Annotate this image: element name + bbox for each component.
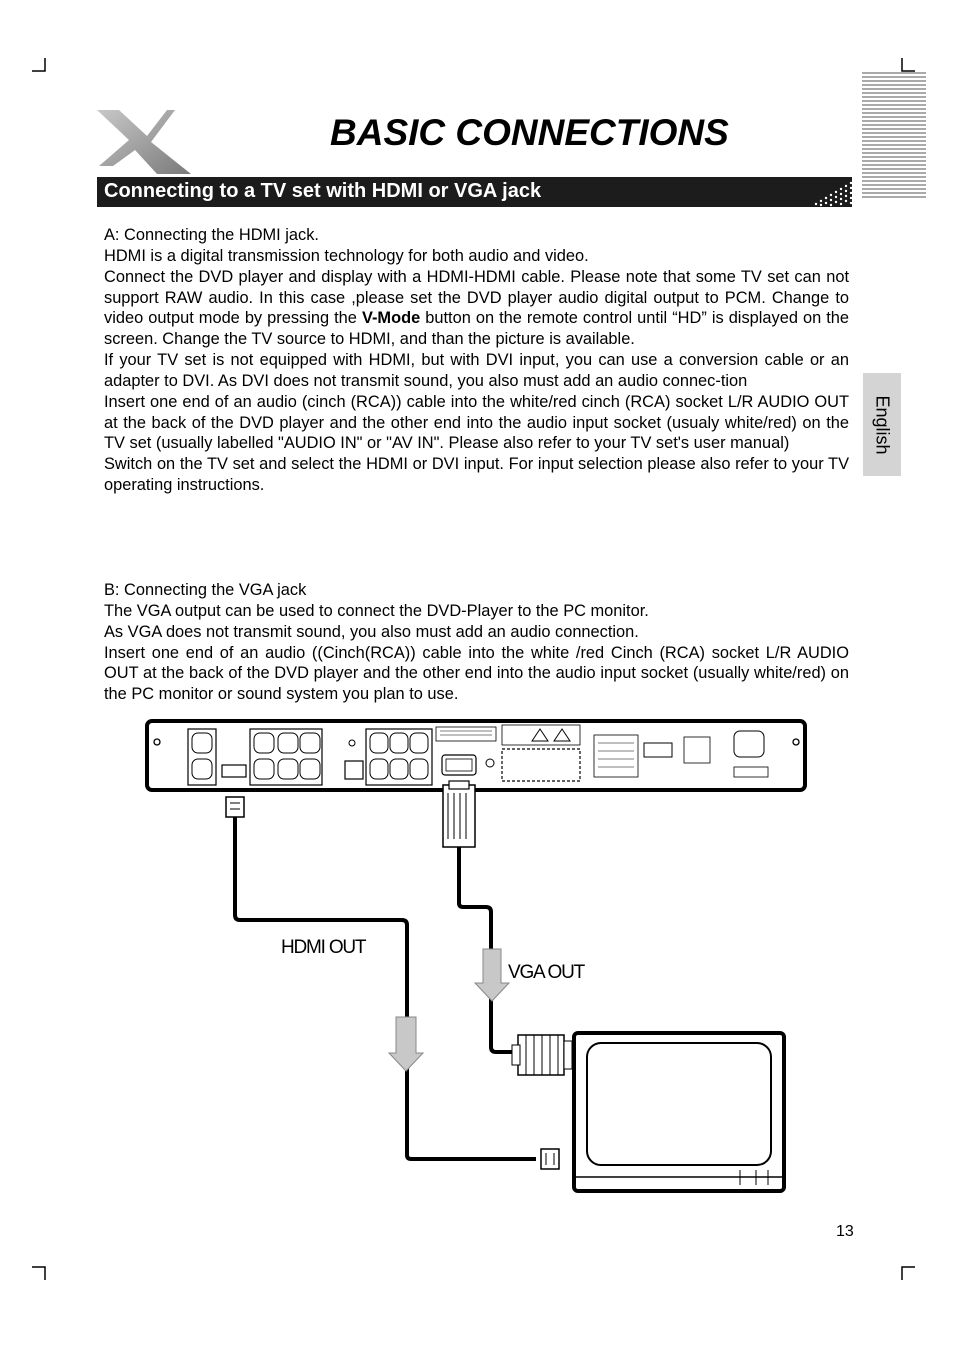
section-b-line-1: The VGA output can be used to connect the DVD-Player to the PC monitor. (104, 601, 649, 620)
decorative-stripes (862, 72, 926, 200)
hdmi-out-label: HDMI OUT (281, 937, 366, 958)
section-title: Connecting to a TV set with HDMI or VGA jack (104, 180, 542, 202)
crop-mark-bottom-right (901, 1266, 915, 1280)
section-b-line-3: Insert one end of an audio ((Cinch(RCA)) cable into the white /red Cinch (RCA) socket L/R AUDIO OUT at the back of the DVD player and the other end into the audio input socket (usually white/red) on the PC monitor or sound system you plan to use. (104, 643, 849, 704)
dvd-player-rear-panel (147, 721, 805, 790)
section-a-audio-note: Insert one end of an audio (cinch (RCA)) cable into the white/red cinch (RCA) socket L/R AUDIO OUT at the back of the DVD player and the other end into the audio input socket (usualy white/red) on the TV set (usually labelled "AUDIO IN" or "AV IN". Please also refer to your TV set's user manual) (104, 392, 849, 453)
crop-mark-top-right (901, 58, 915, 72)
section-bar-dots (812, 177, 854, 207)
vga-arrow (475, 949, 509, 1001)
brand-x-logo (95, 106, 195, 176)
crop-mark-bottom-left (32, 1266, 46, 1280)
tv-monitor (574, 1033, 784, 1191)
section-b-text (104, 580, 849, 705)
vga-out-label: VGA OUT (508, 962, 585, 983)
page-title: BASIC CONNECTIONS (330, 112, 729, 153)
page-number: 13 (836, 1223, 854, 1240)
crop-mark-top-left (32, 58, 46, 72)
v-mode-label: V-Mode (361, 309, 421, 328)
language-tab (863, 373, 901, 476)
section-a-connect (104, 267, 849, 350)
section-b-line-2: As VGA does not transmit sound, you also must add an audio connection. (104, 622, 639, 641)
section-b-heading: B: Connecting the VGA jack (104, 581, 307, 599)
section-a-intro: HDMI is a digital transmission technology for both audio and video. (104, 246, 589, 265)
section-a-dvi-note: If your TV set is not equipped with HDMI, but with DVI input, you can use a conversion cable or an adapter to DVI. As DVI does not transmit sound, you also must add an audio connec-tion (104, 351, 849, 390)
section-a-heading: A: Connecting the HDMI jack. (104, 226, 319, 244)
hdmi-arrow (389, 1017, 423, 1071)
section-a-switch-note: Switch on the TV set and select the HDMI or DVI input. For input selection please also refer to your TV operating instructions. (104, 455, 849, 495)
language-tab-label: English (872, 394, 893, 455)
vga-cable (443, 781, 572, 1075)
connect-text-1: Connect the DVD player and display with a HDMI-HDMI cable. Please note that some TV set can not support RAW audio. In this case ,please set the DVD player audio digital output to PCM. Change to video output mode by pressing the (104, 267, 849, 328)
section-a-text (104, 225, 849, 496)
connect-text-2: button on the remote control until “HD” is displayed on the screen. Change the TV source to HDMI, and than the picture is available. (104, 309, 849, 349)
connection-diagram (140, 715, 820, 1200)
